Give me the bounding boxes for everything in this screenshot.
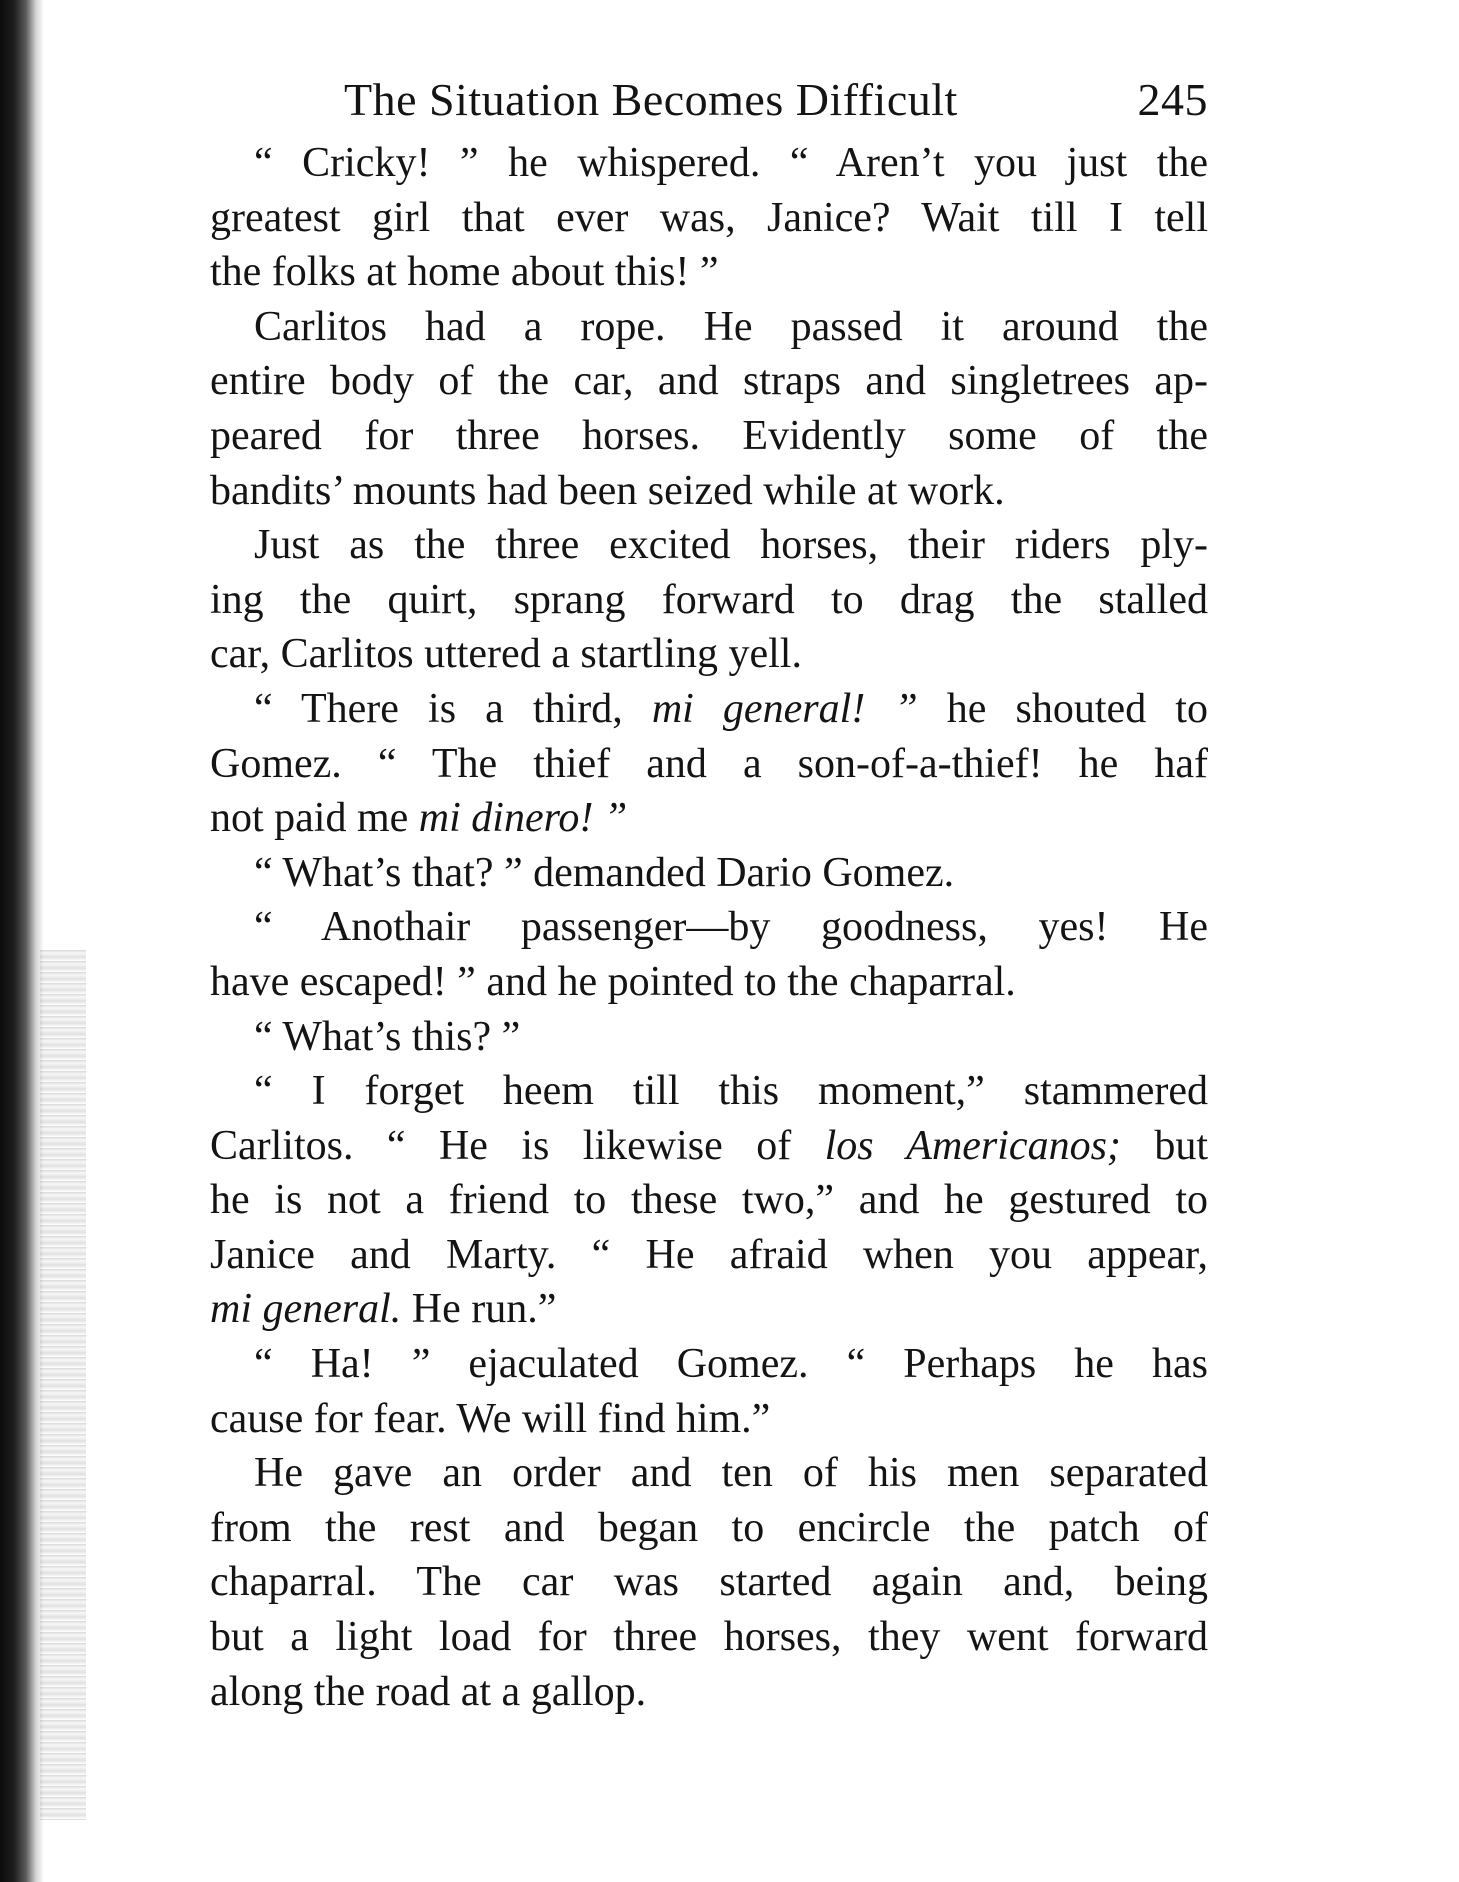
text-run: peared for three horses. Evidently some of the	[210, 412, 1208, 459]
text-line	[210, 518, 1208, 573]
text-line	[210, 1446, 1208, 1501]
book-page	[210, 70, 1208, 1719]
text-run: He gave an order and ten of his men separated	[254, 1450, 1208, 1497]
text-run: but	[1120, 1122, 1208, 1169]
text-line	[210, 1282, 1208, 1337]
text-line	[210, 1337, 1208, 1392]
paragraph	[210, 300, 1208, 518]
text-run: “ There is a third,	[254, 685, 652, 732]
text-line	[210, 737, 1208, 792]
text-line	[210, 955, 1208, 1010]
text-run: the folks at home about this! ”	[210, 249, 719, 296]
text-run: “ What’s this? ”	[254, 1013, 521, 1060]
text-line	[210, 627, 1208, 682]
paragraph	[210, 1064, 1208, 1337]
text-run: he shouted to	[917, 685, 1208, 732]
paragraph	[210, 1010, 1208, 1065]
text-line	[210, 354, 1208, 409]
text-run: “ Anothair passenger—by goodness, yes! He	[254, 904, 1208, 951]
text-run: Just as the three excited horses, their riders ply-	[254, 522, 1208, 569]
text-line	[210, 1555, 1208, 1610]
text-run: “ I forget heem till this moment,” stammered	[254, 1068, 1208, 1115]
text-line	[210, 245, 1208, 300]
book-spine-shadow	[0, 0, 44, 1882]
text-run: entire body of the car, and straps and singletrees ap-	[210, 358, 1208, 405]
text-run: car, Carlitos uttered a startling yell.	[210, 631, 802, 678]
text-line	[210, 1228, 1208, 1283]
paragraph	[210, 1446, 1208, 1719]
text-line	[210, 791, 1208, 846]
text-line	[210, 1392, 1208, 1447]
text-line	[210, 464, 1208, 519]
text-run: he is not a friend to these two,” and he gestured to	[210, 1177, 1208, 1224]
text-run: greatest girl that ever was, Janice? Wait till I tell	[210, 194, 1208, 241]
body-text	[210, 136, 1208, 1719]
paragraph	[210, 136, 1208, 300]
text-run: cause for fear. We will find him.”	[210, 1395, 771, 1442]
running-head-title: The Situation Becomes Difficult	[344, 74, 958, 125]
paragraph	[210, 682, 1208, 846]
text-line	[210, 1010, 1208, 1065]
text-line	[210, 1173, 1208, 1228]
italic-run: mi general.	[210, 1286, 402, 1333]
text-line	[210, 409, 1208, 464]
italic-run: mi general! ”	[651, 685, 918, 732]
text-line	[210, 300, 1208, 355]
text-run: along the road at a gallop.	[210, 1668, 647, 1715]
text-line	[210, 136, 1208, 191]
text-line	[210, 1665, 1208, 1720]
text-line	[210, 1610, 1208, 1665]
text-run: chaparral. The car was started again and, being	[210, 1559, 1208, 1606]
text-line	[210, 573, 1208, 628]
text-line	[210, 1119, 1208, 1174]
text-line	[210, 1501, 1208, 1556]
italic-run: mi dinero! ”	[418, 795, 628, 842]
text-run: “ Cricky! ” he whispered. “ Aren’t you just the	[254, 140, 1208, 186]
text-run: not paid me	[210, 795, 419, 842]
text-run: “ What’s that? ” demanded Dario Gomez.	[254, 849, 955, 896]
text-line	[210, 900, 1208, 955]
text-line	[210, 191, 1208, 246]
text-line	[210, 846, 1208, 901]
text-run: but a light load for three horses, they went forward	[210, 1614, 1208, 1661]
running-head	[210, 70, 1208, 130]
italic-run: los Americanos;	[824, 1122, 1121, 1169]
text-run: from the rest and began to encircle the patch of	[210, 1504, 1208, 1551]
spine-speckle	[40, 950, 86, 1820]
paragraph	[210, 846, 1208, 901]
text-run: He run.”	[401, 1286, 557, 1333]
paragraph	[210, 1337, 1208, 1446]
text-run: Gomez. “ The thief and a son-of-a-thief! he haf	[210, 740, 1208, 787]
text-run: Carlitos had a rope. He passed it around the	[254, 303, 1208, 350]
page-number: 245	[1137, 74, 1208, 125]
paragraph	[210, 900, 1208, 1009]
text-run: bandits’ mounts had been seized while at work.	[210, 467, 1005, 514]
text-line	[210, 682, 1208, 737]
text-line	[210, 1064, 1208, 1119]
text-run: Janice and Marty. “ He afraid when you appear,	[210, 1231, 1208, 1278]
paragraph	[210, 518, 1208, 682]
text-run: Carlitos. “ He is likewise of	[210, 1122, 825, 1169]
text-run: “ Ha! ” ejaculated Gomez. “ Perhaps he has	[254, 1341, 1208, 1388]
text-run: have escaped! ” and he pointed to the chaparral.	[210, 958, 1016, 1005]
text-run: ing the quirt, sprang forward to drag the stalled	[210, 576, 1208, 623]
